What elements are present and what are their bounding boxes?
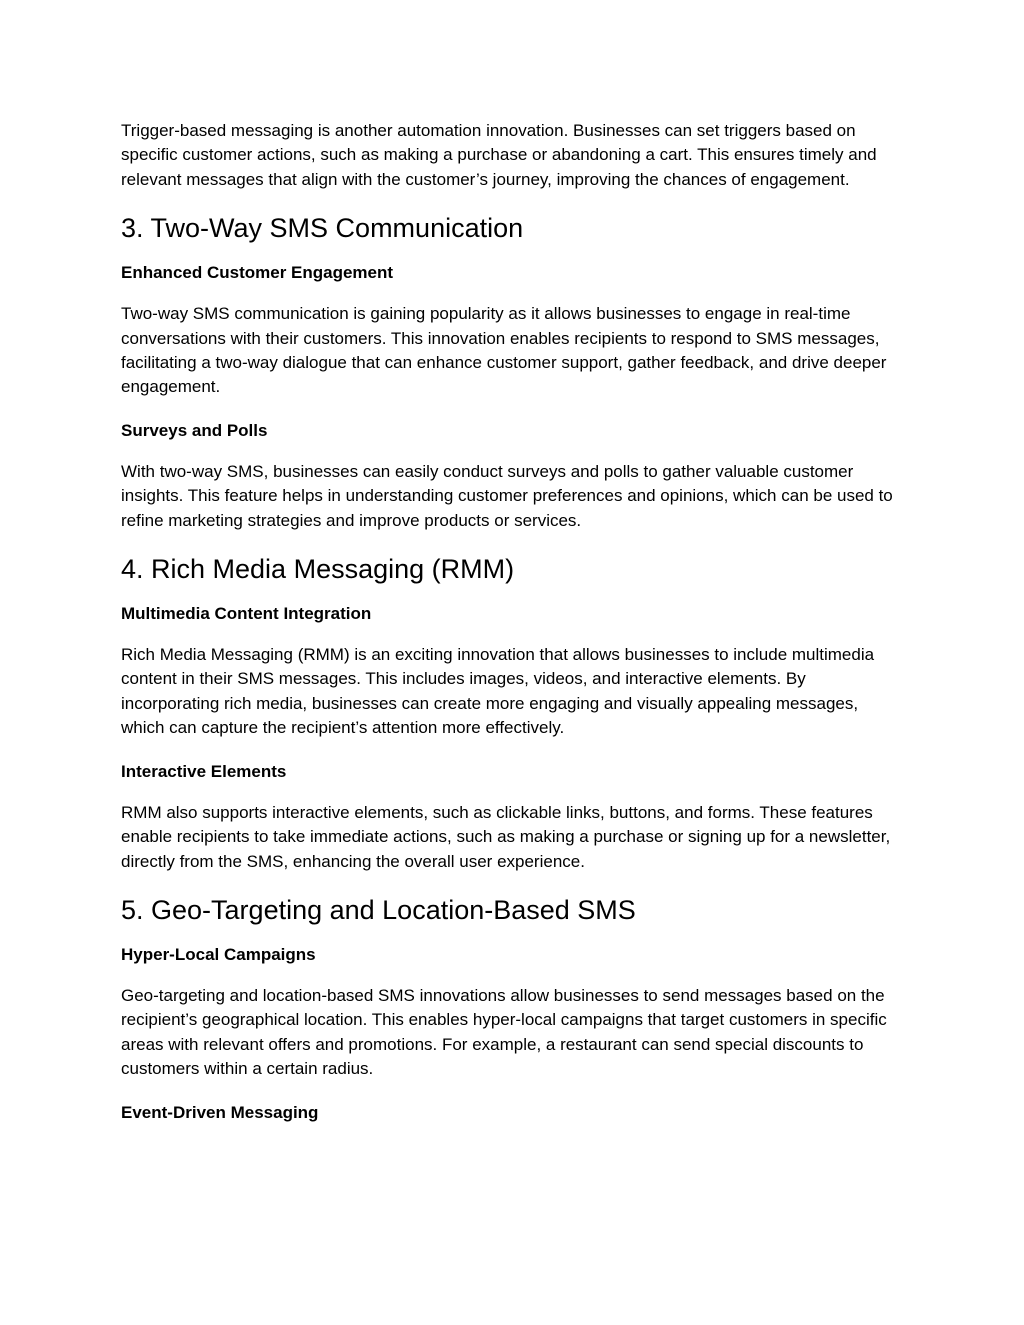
subheading-enhanced-customer-engagement: Enhanced Customer Engagement: [121, 263, 394, 283]
subheading-event-driven-messaging: Event-Driven Messaging: [121, 1102, 319, 1122]
paragraph-surveys-and-polls: With two-way SMS, businesses can easily conduct surveys and polls to gather valuable customer insights. This feature helps in understanding customer preferences and opinions, which can be used to refine marketing strategies and improve products or services.: [121, 461, 893, 530]
subheading-surveys-and-polls: Surveys and Polls: [121, 420, 268, 440]
subheading-hyper-local-campaigns: Hyper-Local Campaigns: [121, 944, 316, 964]
section-heading-geo-targeting: 5. Geo-Targeting and Location-Based SMS: [121, 894, 636, 925]
section-heading-two-way-sms: 3. Two-Way SMS Communication: [121, 213, 524, 244]
paragraph-rich-media-messaging: Rich Media Messaging (RMM) is an exciting innovation that allows businesses to include multimedia content in their SMS messages. This includes images, videos, and interactive elements. By incorporating rich media, businesses can create more engaging and visually appealing messages, which can capture the recipient’s attention more effectively.: [121, 645, 875, 738]
document-content: [121, 119, 896, 1124]
section-heading-rich-media-messaging: 4. Rich Media Messaging (RMM): [121, 554, 515, 585]
paragraph-trigger-based-messaging: Trigger-based messaging is another automation innovation. Businesses can set triggers based on specific customer actions, such as making a purchase or abandoning a cart. This ensures timely and relevant messages that align with the customer’s journey, improving the chances of engagement.: [121, 121, 877, 189]
paragraph-geo-targeting: Geo-targeting and location-based SMS innovations allow businesses to send messages based on the recipient’s geographical location. This enables hyper-local campaigns that target customers in specific areas with relevant offers and promotions. For example, a restaurant can send special discounts to customers within a certain radius.: [121, 985, 887, 1079]
subheading-multimedia-content-integration: Multimedia Content Integration: [121, 604, 372, 624]
paragraph-two-way-sms: Two-way SMS communication is gaining popularity as it allows businesses to engage in real-time conversations with their customers. This innovation enables recipients to respond to SMS messages, facilitating a two-way dialogue that can enhance customer support, gather feedback, and drive deeper engagement.: [121, 304, 887, 397]
paragraph-interactive-elements: RMM also supports interactive elements, such as clickable links, buttons, and forms. These features enable recipients to take immediate actions, such as making a purchase or signing up for a newsletter, directly from the SMS, enhancing the overall user experience.: [121, 802, 891, 871]
subheading-interactive-elements: Interactive Elements: [121, 761, 287, 781]
